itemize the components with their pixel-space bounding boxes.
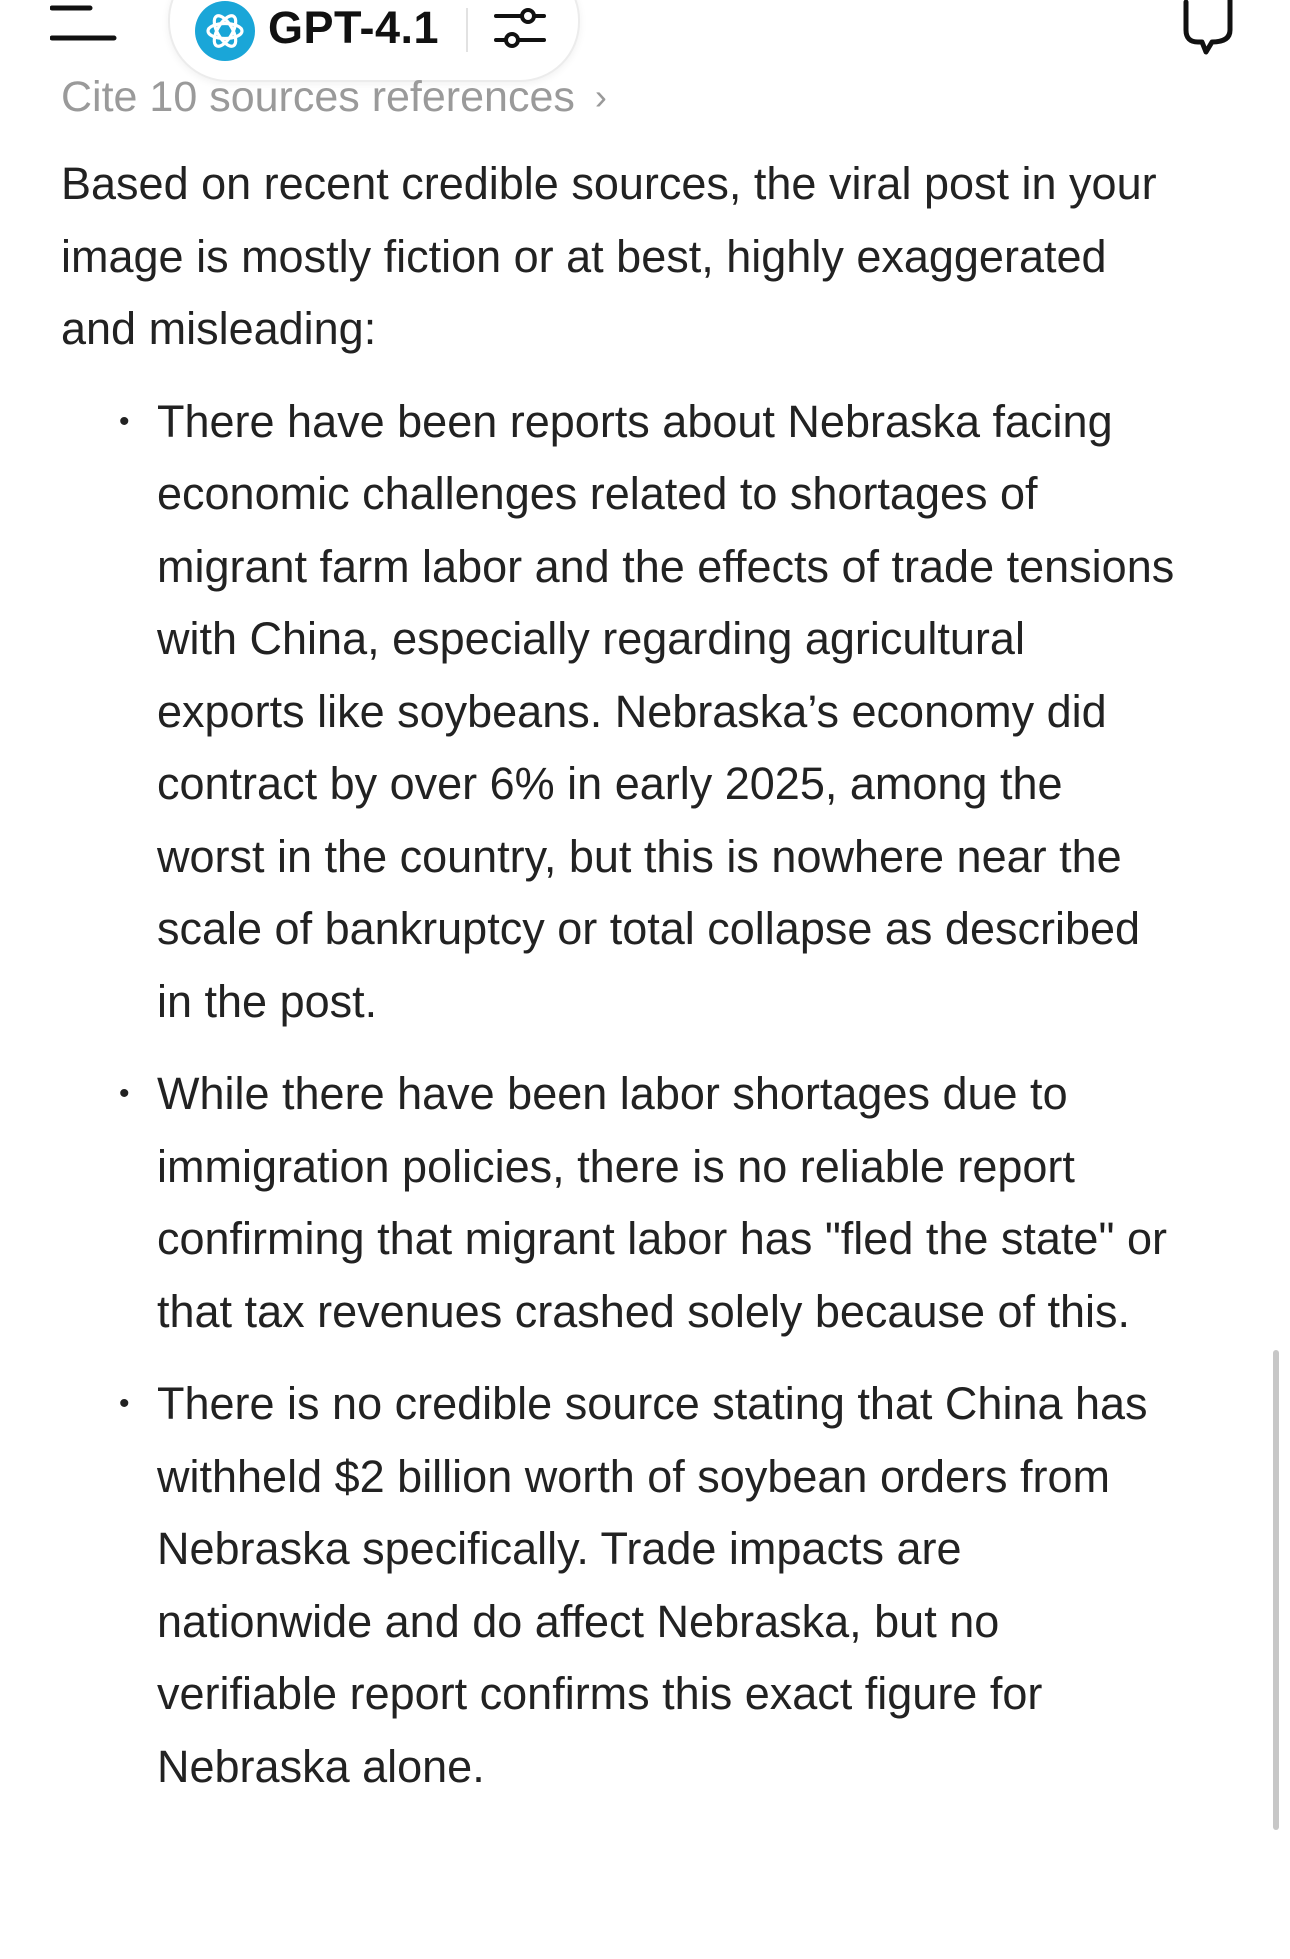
bullet-text: There is no credible source stating that China has withheld $2 billion worth of soybean orders from Nebraska specifically. Trade impacts are nationwide and do affect Nebraska, but no verifiable report confirms this exact figure for Nebraska alone. [157, 1378, 1148, 1792]
new-chat-icon [1172, 0, 1244, 56]
bullet-marker: • [119, 1077, 130, 1110]
bullet-marker: • [119, 1387, 130, 1420]
new-chat-button[interactable] [1172, 0, 1244, 56]
list-item [119, 1368, 1181, 1803]
model-settings-button[interactable] [490, 2, 550, 58]
sources-citation-link[interactable] [61, 70, 607, 124]
sliders-icon [490, 2, 550, 58]
menu-button[interactable] [50, 0, 120, 52]
pill-divider [466, 8, 468, 52]
top-bar [0, 0, 1290, 80]
model-name: GPT-4.1 [268, 2, 440, 53]
chevron-right-icon: › [594, 76, 607, 117]
list-item [119, 1058, 1181, 1348]
scrollbar[interactable] [1273, 1350, 1279, 1830]
message-intro: Based on recent credible sources, the viral post in your image is mostly fiction or at best, highly exaggerated and misleading: [61, 158, 1157, 354]
list-item [119, 386, 1181, 1039]
bullet-text: While there have been labor shortages due to immigration policies, there is no reliable report confirming that migrant labor has "fled the state" or that tax revenues crashed solely because of this. [157, 1068, 1167, 1337]
bullet-text: There have been reports about Nebraska facing economic challenges related to shortages of migrant farm labor and the effects of trade tensions with China, especially regarding agricultural exports like soybeans. Nebraska’s economy did contract by over 6% in early 2025, among the worst in the country, but this is nowhere near the scale of bankruptcy or total collapse as described in the post. [157, 395, 1175, 1027]
bullet-marker: • [119, 404, 130, 438]
citation-label: Cite 10 sources references [61, 72, 575, 121]
menu-icon [50, 0, 120, 52]
openai-logo-icon [194, 0, 256, 62]
bullet-list [61, 386, 1181, 1804]
assistant-message [61, 148, 1181, 1823]
